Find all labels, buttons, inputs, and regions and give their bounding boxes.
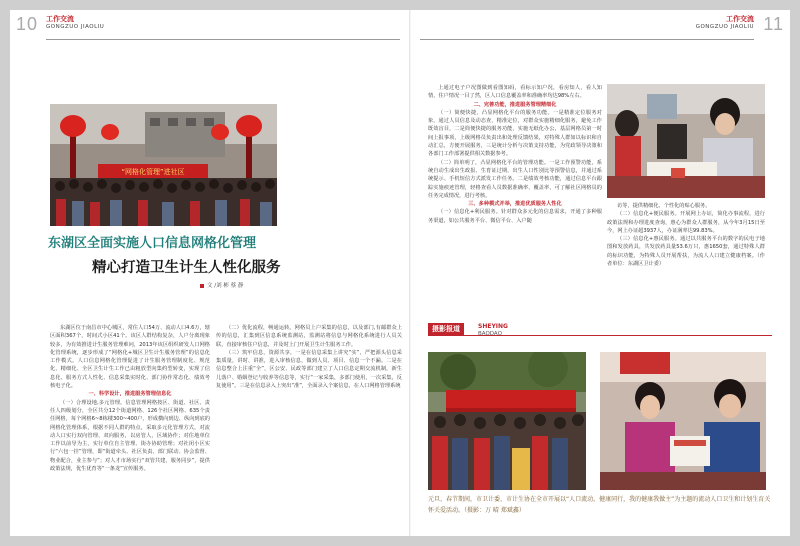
- right-header-rule: [420, 39, 754, 40]
- hero-banner-text: “网格化管理”进社区: [121, 168, 185, 176]
- column3-paragraph: （二）简单明了，凸显网格化平台的管理功能。一是工作预警功能，系统自动生成出生政报、生育证过期、出生人口性别比等预警信息，并通过系统提示、手机短信方式派发工作任务。二是绩效考核功能，通过信息平台跟踪实施痕迹管理，轻格查看人员数据准确率、覆盖率，可了解社区网格员的任务完成情况，进行考核。: [428, 159, 602, 199]
- page-gutter: [409, 10, 411, 536]
- byline-marker-icon: [200, 284, 204, 288]
- photo-report-rule: [428, 335, 772, 336]
- article-column-4: [607, 202, 765, 312]
- left-section-header: [46, 15, 104, 31]
- article-title-main: 东湖区全面实施人口信息网格化管理: [48, 236, 257, 251]
- column3-paragraph: 上通过电子户况图做到看图知码，看标示知户况，看房知人，看人知情，住户情况一目了然，区人口信息覆盖率和准确率均达98%左右。: [428, 85, 602, 100]
- magazine-spread: [10, 10, 790, 536]
- column4-paragraph: （二）信息化+便民服务。开展网上办证，简化办事流程，进行政策法规和办理进度查询，惠心为群众人群服务，从今年3月15日至今，网上办证超3937人，办证满率达99.83%。: [607, 211, 765, 234]
- photo-report-label: [428, 323, 508, 342]
- right-section-title: 工作交流: [726, 15, 754, 23]
- left-page-number: 10: [16, 14, 39, 34]
- column4-paragraph: （三）信息化+惠民服务。通过以共服务平台的数字的民电子地图和发放药具，共发放药具量53.6万只，惠1650套，通过特殊人群的标识功能，为特殊人员开展帮扶，为流人人口建立健康档案。（作者单位：东湖区卫计委）: [607, 236, 765, 268]
- photo-caption: 元旦、春节期间，市卫计委、市计生协在全市开展以“人口流动，健康同行，我的健康我做主”为主题的流动人口卫生和计划生育关怀关爱活动。（摄影：万 晴 郑斌鑫）: [428, 496, 771, 514]
- article-column-2: [216, 324, 402, 532]
- photo-event-banner: [428, 352, 586, 490]
- column1-heading: 一、科学设计，推进服务管理信息化: [88, 391, 172, 398]
- left-section-title: 工作交流: [46, 15, 74, 23]
- article-title-sub: 精心打造卫生计生人性化服务: [92, 260, 281, 276]
- column2-paragraph: （二）优化流程，畅通运转。网格员上户采集的信息，以及部门,有邮群众上传的信息，汇集到区信息系统监测站，监测站将信息与网格化系统进行人员关联，直接审核住户信息，并及时上门开展卫生计生服务工作。: [216, 325, 402, 348]
- column1-paragraph: 东湖区位于南昌市中心城区，常住人口54万、流动人口4.6万，辖区面积367个，时间式小区41个。该区人群结构复杂，人户分离现象较多，为有效推进计生服务管理难问，2013年该区组织研发人口网格化管理系统，逐步形成了“网格化+城区卫生计生服务管理”的信息化工作模式。人口信息网格化管理促进了计生服务管理制度化、规范化、精细化、全区卫生计生工作已由粗放型向集约型转变，实现了信息化、服务方式人性化、信息采集实时化、部门协作常态化、绩效考核电子化。: [50, 325, 210, 390]
- column4-paragraph: 访等，提供精细化、个性化的贴心服务。: [617, 203, 711, 209]
- column3-paragraph: （一）信息化+利民服务。针对群众多元化的信息需求，开通了多种服务渠道，如公共服务平台、微信平台、入户随: [428, 209, 602, 224]
- column3-paragraph: （一）简便快捷，凸显网格化平台的服务功能。一是精准定位服务对象，通过人员信息及动态查，精准定位，对群众实施精细化服务，避免工作既效盲目，二是简便快捷的服务功能，实施无纸化办公，基层网格员第一时间上报事项，上级网格员负责出和处理反馈结果，对特殊人群如以标识和自动汇总，方便开展服务，三是统计分析与决策支持功能，为党政领导决策和各部门工作部署提供相关数据参考。: [428, 109, 602, 158]
- column3-heading-1: 二、完善功能，推进服务管理精细化: [473, 101, 557, 108]
- left-section-pinyin: GONGZUO JIAOLIU: [46, 24, 105, 30]
- hero-photo-crowd: [50, 104, 277, 226]
- left-header-rule: [46, 39, 400, 40]
- column3-heading-2: 三、多种模式并举，推进优质服务人性化: [468, 201, 562, 208]
- article-column-1: [50, 324, 210, 532]
- article-column-3: [428, 84, 602, 314]
- right-section-header: [696, 15, 754, 31]
- photo-report-label-py2: BAODAO: [478, 331, 502, 337]
- right-section-pinyin: GONGZUO JIAOLIU: [695, 24, 754, 30]
- photo-report-label-cn: 摄影报道: [428, 323, 464, 335]
- photo-brochure-handout: [600, 352, 766, 490]
- article-byline: [200, 281, 243, 289]
- column1-paragraph: （一）合理设地,多元管理。信息管理网格按区、街道、社区、责任人四级划分，全区共分12个街道网格、126个社区网格、635个责任网格，每个网格6~8栋楼300~400户，形成横向到边、纵向到底的网格化管理体系，根据不同人群的特点，采取多元化管理方式，对流动人口实行双向管理、双向服务，以房管人，区域协作；对住地单位工作以前导为主，实行单位自主管理、街办协助管理；对社闭小区实行“六包一挂”管理，即“街道牵头、社区负责、部门联动、协会监督、物业配合，业主参与”；对人才市场实行“双管共建，服务同步”，提供政策法规，优生优育等“一条龙”宣传服务。: [50, 399, 210, 473]
- photo-report-label-py: SHEYING: [478, 323, 508, 330]
- right-page-number: 11: [763, 14, 784, 34]
- column2-paragraph: （三）筑牢信息，资源共享。一是在信息采集上讲究“实”，严把源头信息采集质量，讲时、讲准，进入审核信息，做到人员、项目、信息一个不漏。二是在信息整合上注重“全”，区公安、民政等部门建立了人口信息定期交流机制，新生儿落户、婚姻登记与收养等信息等，实行“一家采集，多部门使用，一次采集，反复使用”。三是在信息录入上突出“准”，全面录入个案信息，在人口网格管理系统: [216, 349, 402, 390]
- photo-service-desk: [607, 84, 765, 198]
- byline-text: 文 /刘 彬 蔡 静: [207, 283, 244, 289]
